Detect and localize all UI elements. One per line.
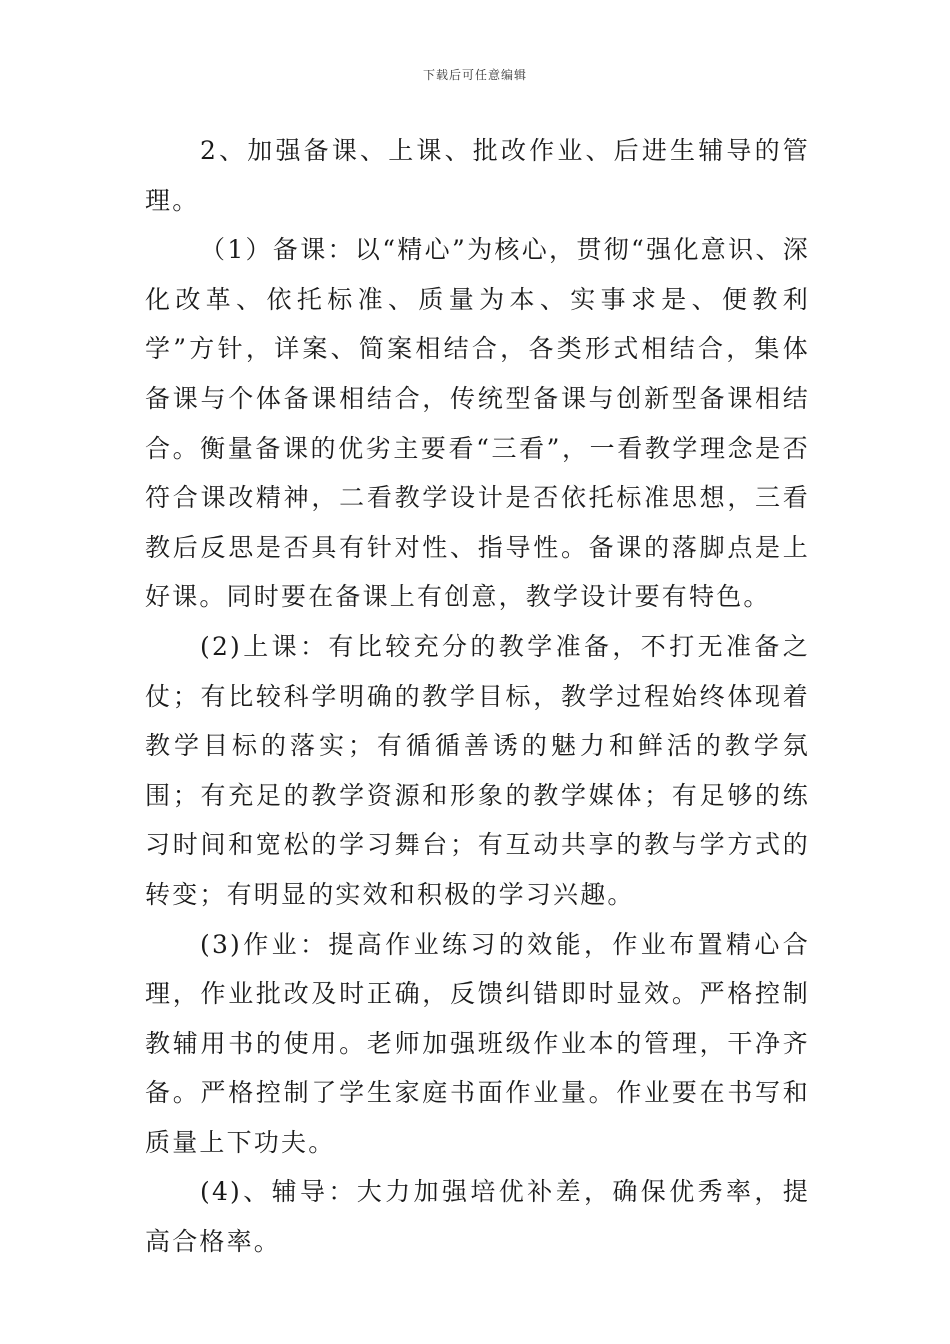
paragraph-tutoring: (4)、辅导：大力加强培优补差，确保优秀率，提高合格率。 <box>145 1177 810 1257</box>
paragraph-lesson-prep: （1）备课：以“精心”为核心，贯彻“强化意识、深化改革、依托标准、质量为本、实事求是、便教利学”方针，详案、简案相结合，各类形式相结合，集体备课与个体备课相结合，传统型备课与创新型备课相结合。衡量备课的优劣主要看“三看”，一看教学理念是否符合课改精神，二看教学设计是否依托标准思想，三看教后反思是否具有针对性、指导性。备课的落脚点是上好课。同时要在备课上有创意，教学设计要有特色。 <box>145 235 810 612</box>
paragraph-homework: (3)作业：提高作业练习的效能，作业布置精心合理，作业批改及时正确，反馈纠错即时显效。严格控制教辅用书的使用。老师加强班级作业本的管理，干净齐备。严格控制了学生家庭书面作业量。作业要在书写和质量上下功夫。 <box>145 929 810 1157</box>
section-heading: 2、加强备课、上课、批改作业、后进生辅导的管理。 <box>145 136 810 215</box>
document-body <box>145 126 810 1267</box>
paragraph-classroom: (2)上课：有比较充分的教学准备，不打无准备之仗；有比较科学明确的教学目标，教学过程始终体现着教学目标的落实；有循循善诱的魅力和鲜活的教学氛围；有充足的教学资源和形象的教学媒体；有足够的练习时间和宽松的学习舞台；有互动共享的教与学方式的转变；有明显的实效和积极的学习兴趣。 <box>145 631 810 909</box>
page-header: 下载后可任意编辑 <box>422 68 527 82</box>
